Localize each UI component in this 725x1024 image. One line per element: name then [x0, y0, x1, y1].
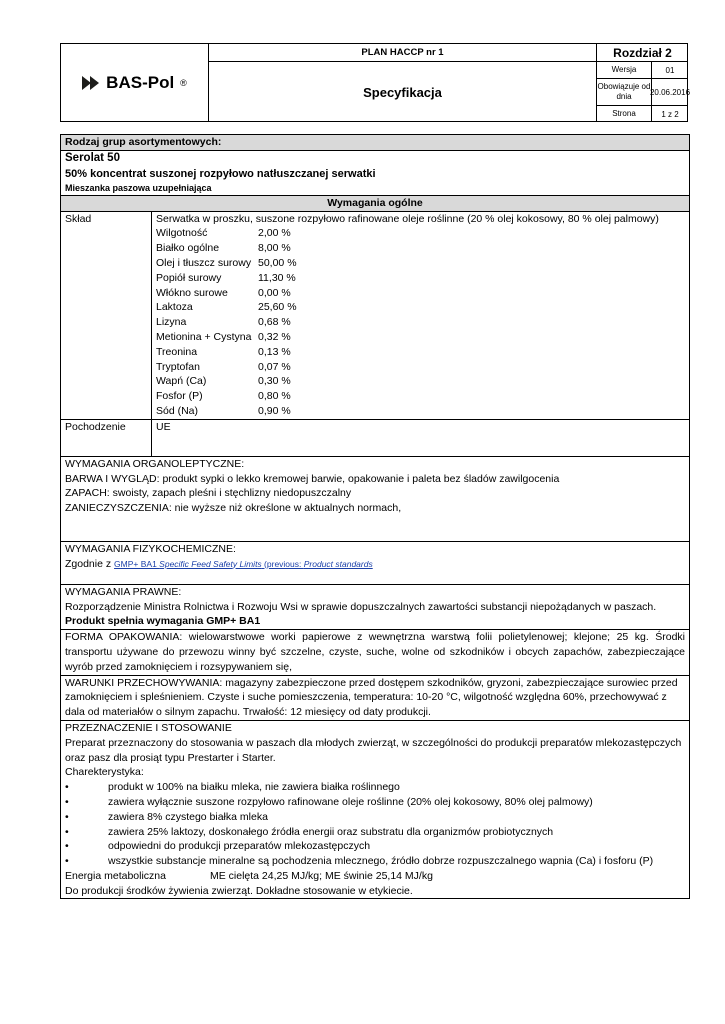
- storage-section: WARUNKI PRZECHOWYWANIA: magazyny zabezpieczone przed dostępem szkodników, gryzoni, zabezpieczające surowiec przed zamoknięciem i spleśnieniem. Czyste i suche pomieszczenia, temperatura: 10-20 °C, wilgotność względna 60%, przechowywać z dala od materiałów o silnym zapachu. Trwałość: 12 miesięcy od daty produkcji.: [61, 676, 689, 721]
- organoleptic-section: [61, 457, 689, 542]
- page-label: Strona: [597, 106, 652, 122]
- nutrient-value: 0,80 %: [258, 390, 291, 403]
- organoleptic-smell: ZAPACH: swoisty, zapach pleśni i stęchlizny niedopuszczalny: [65, 487, 352, 500]
- characteristics-label: Charekterystyka:: [65, 766, 144, 779]
- nutrient-name: Olej i tłuszcz surowy: [156, 256, 252, 269]
- characteristic-item: [65, 839, 685, 854]
- product-type: Mieszanka paszowa uzupełniająca: [65, 182, 212, 193]
- characteristic-text: zawiera 8% czystego białka mleka: [108, 810, 268, 823]
- nutrient-name: Sód (Na): [156, 404, 199, 417]
- nutrient-row: [156, 286, 685, 301]
- physchem-section: [61, 542, 689, 585]
- page-value: 1 z 2: [661, 109, 679, 119]
- legal-text: Rozporządzenie Ministra Rolnictwa i Rozwoju Wsi w sprawie dopuszczalnych zawartości substancji niepożądanych w paszach.: [65, 600, 657, 613]
- valid-from-value: 20.06.2016: [652, 79, 688, 106]
- nutrient-name: Lizyna: [156, 316, 187, 329]
- composition-content: [152, 212, 689, 419]
- energy-row: [65, 869, 685, 884]
- nutrient-row: [156, 315, 685, 330]
- assortment-heading: Rodzaj grup asortymentowych:: [61, 135, 689, 151]
- origin-row: [61, 420, 689, 457]
- packaging-section: FORMA OPAKOWANIA: wielowarstwowe worki papierowe z wewnętrzna warstwą folii polietylenowej; klejone; 25 kg. Środki transportu używane do przewozu winny być szczelne, czyste, suche, wolne od szkodników i obcych zapachów, zabezpieczające wyrób przed zamoknięciem i rozsypywaniem się,: [61, 630, 689, 675]
- bullet-marker: •: [65, 855, 69, 868]
- plan-title: PLAN HACCP nr 1: [209, 44, 597, 62]
- bullet-marker: •: [65, 825, 69, 838]
- characteristic-item: [65, 810, 685, 825]
- nutrient-list: [156, 226, 685, 418]
- product-subtitle: 50% koncentrat suszonej rozpyłowo natłuszczanej serwatki: [65, 167, 376, 180]
- nutrient-value: 8,00 %: [258, 242, 291, 255]
- nutrient-name: Wilgotność: [156, 227, 208, 240]
- nutrient-name: Wapń (Ca): [156, 375, 207, 388]
- nutrient-value: 0,68 %: [258, 316, 291, 329]
- nutrient-value: 0,30 %: [258, 375, 291, 388]
- logo-cell: [61, 44, 209, 122]
- characteristic-text: odpowiedni do produkcji przeparatów mlekozastępczych: [108, 840, 371, 853]
- nutrient-name: Fosfor (P): [156, 390, 203, 403]
- origin-label: Pochodzenie: [61, 420, 152, 456]
- general-requirements-heading: Wymagania ogólne: [61, 196, 689, 212]
- bullet-marker: •: [65, 810, 69, 823]
- composition-label: Skład: [61, 212, 152, 419]
- bullet-marker: •: [65, 840, 69, 853]
- nutrient-value: 2,00 %: [258, 227, 291, 240]
- chapter-label: Rozdział 2: [597, 44, 688, 62]
- nutrient-name: Treonina: [156, 345, 198, 358]
- nutrient-value: 0,90 %: [258, 404, 291, 417]
- nutrient-value: 0,00 %: [258, 286, 291, 299]
- version-value: 01: [652, 62, 688, 79]
- nutrient-name: Tryptofan: [156, 360, 200, 373]
- origin-value: UE: [156, 420, 171, 433]
- nutrient-row: [156, 330, 685, 345]
- physchem-line: [65, 557, 685, 572]
- bullet-marker: •: [65, 795, 69, 808]
- nutrient-value: 50,00 %: [258, 256, 297, 269]
- logo-text: BAS-Pol: [106, 73, 175, 92]
- characteristic-text: wszystkie substancje mineralne są pochodzenia mlecznego, źródło dobrze rozpuszczalnego wapnia (Ca) i fosforu (P): [108, 855, 654, 868]
- nutrient-row: [156, 226, 685, 241]
- nutrient-name: Metionina + Cystyna: [156, 330, 252, 343]
- document-title: Specyfikacja: [209, 62, 597, 122]
- energy-label: Energia metaboliczna: [65, 869, 166, 882]
- bullet-marker: •: [65, 781, 69, 794]
- nutrient-row: [156, 256, 685, 271]
- organoleptic-color: BARWA I WYGLĄD: produkt sypki o lekko kremowej barwie, opakowanie i paleta bez śladów zawilgocenia: [65, 472, 560, 485]
- nutrient-row: [156, 271, 685, 286]
- nutrient-row: [156, 374, 685, 389]
- nutrient-value: 25,60 %: [258, 301, 297, 314]
- energy-value: ME cielęta 24,25 MJ/kg; ME świnie 25,14 MJ/kg: [210, 869, 433, 882]
- nutrient-value: 11,30 %: [258, 271, 296, 284]
- nutrient-row: [156, 241, 685, 256]
- nutrient-row: [156, 345, 685, 360]
- nutrient-value: 0,07 %: [258, 360, 291, 373]
- characteristic-text: produkt w 100% na białku mleka, nie zawiera białka roślinnego: [108, 781, 400, 794]
- characteristic-item: [65, 825, 685, 840]
- gmp-standard-link[interactable]: GMP+ BA1 Specific Feed Safety Limits (previous: Product standards: [114, 558, 373, 569]
- nutrient-row: [156, 389, 685, 404]
- usage-heading: PRZEZNACZENIE I STOSOWANIE: [65, 721, 232, 734]
- organoleptic-impurities: ZANIECZYSZCZENIA: nie wyższe niż określone w aktualnych normach,: [65, 502, 402, 515]
- characteristic-item: [65, 795, 685, 810]
- legal-heading: WYMAGANIA PRAWNE:: [65, 585, 182, 598]
- product-block: [61, 151, 689, 196]
- specification-table: [60, 134, 690, 899]
- composition-row: [61, 212, 689, 420]
- valid-from-label: Obowiązuje od dnia: [597, 79, 652, 106]
- composition-text: Serwatka w proszku, suszone rozpyłowo rafinowane oleje roślinne (20 % olej kokosowy, 80 % olej palmowy): [156, 212, 659, 225]
- logo-arrow-icon: [82, 76, 100, 90]
- usage-intro: Preparat przeznaczony do stosowania w paszach dla młodych zwierząt, w szczególności do produkcji preparatów mlekozastępczych oraz pasz dla prosiąt typu Prestarter i Starter.: [65, 736, 682, 764]
- characteristics-list: [65, 780, 685, 869]
- characteristic-item: [65, 780, 685, 795]
- nutrient-row: [156, 404, 685, 419]
- nutrient-row: [156, 300, 685, 315]
- nutrient-name: Laktoza: [156, 301, 193, 314]
- usage-section: [61, 721, 689, 899]
- version-label: Wersja: [597, 62, 652, 79]
- usage-footer: Do produkcji środków żywienia zwierząt. Dokładne stosowanie w etykiecie.: [65, 884, 413, 897]
- nutrient-row: [156, 360, 685, 375]
- registered-mark: ®: [180, 78, 187, 88]
- product-name: Serolat 50: [65, 151, 120, 164]
- nutrient-name: Białko ogólne: [156, 242, 220, 255]
- nutrient-name: Włókno surowe: [156, 286, 228, 299]
- organoleptic-heading: WYMAGANIA ORGANOLEPTYCZNE:: [65, 457, 245, 470]
- nutrient-value: 0,32 %: [258, 330, 291, 343]
- nutrient-name: Popiół surowy: [156, 271, 222, 284]
- legal-section: [61, 585, 689, 630]
- physchem-prefix: Zgodnie z: [65, 557, 112, 570]
- characteristic-text: zawiera wyłącznie suszone rozpyłowo rafinowane oleje roślinne (20% olej kokosowy, 80% olej palmowy): [108, 795, 593, 808]
- characteristic-item: [65, 854, 685, 869]
- physchem-heading: WYMAGANIA FIZYKOCHEMICZNE:: [65, 542, 236, 555]
- nutrient-value: 0,13 %: [258, 345, 291, 358]
- characteristic-text: zawiera 25% laktozy, doskonałego źródła energii oraz substratu dla organizmów probiotycznych: [108, 825, 554, 838]
- document-header: [60, 43, 691, 122]
- legal-compliance: Produkt spełnia wymagania GMP+ BA1: [65, 615, 261, 628]
- company-logo: [82, 73, 187, 93]
